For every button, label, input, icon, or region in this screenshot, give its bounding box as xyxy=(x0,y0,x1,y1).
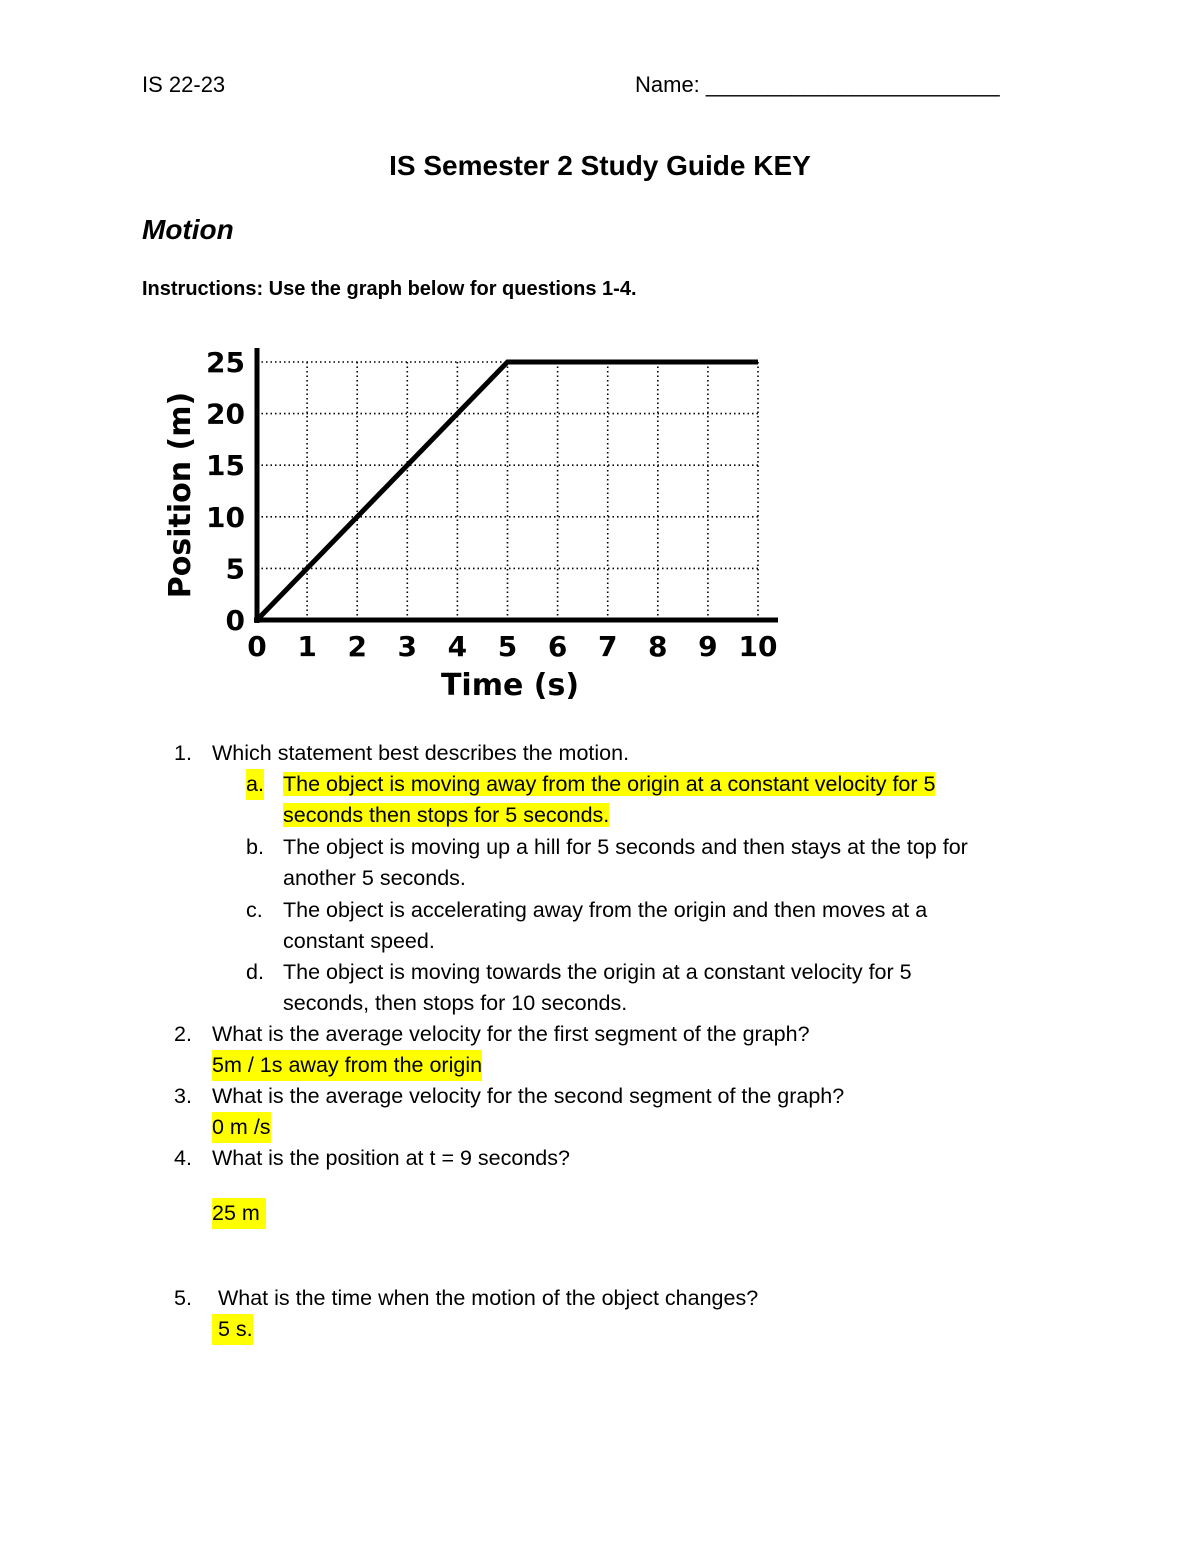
q5-text: What is the time when the motion of the object changes? xyxy=(212,1286,759,1310)
x-tick-label-6: 6 xyxy=(547,630,568,663)
series-line-0 xyxy=(257,362,758,620)
q2-answer: 5m / 1s away from the origin xyxy=(212,1050,482,1081)
q1-option-a-line2: seconds then stops for 5 seconds. xyxy=(283,803,610,827)
q1-option-d-letter: d. xyxy=(246,960,264,984)
y-tick-label-15: 15 xyxy=(206,449,245,483)
q1-option-a-line1: The object is moving away from the origin at a constant velocity for 5 xyxy=(283,772,936,796)
instructions: Instructions: Use the graph below for questions 1-4. xyxy=(142,278,637,300)
x-axis-label: Time (s) xyxy=(440,668,580,703)
q1-option-a-letter: a. xyxy=(246,769,264,800)
q1-option-b-line2: another 5 seconds. xyxy=(283,866,466,890)
position-time-graph xyxy=(150,335,790,705)
x-tick-label-1: 1 xyxy=(297,630,317,663)
x-tick-label-9: 9 xyxy=(698,630,718,663)
x-tick-label-8: 8 xyxy=(648,630,668,663)
q4-text: What is the position at t = 9 seconds? xyxy=(212,1146,570,1170)
y-tick-label-20: 20 xyxy=(206,397,245,431)
q1-text: Which statement best describes the motion. xyxy=(212,741,630,765)
chart-series xyxy=(257,362,758,620)
y-tick-label-5: 5 xyxy=(225,552,245,586)
q4-number: 4. xyxy=(174,1146,192,1170)
q2-text: What is the average velocity for the first segment of the graph? xyxy=(212,1022,810,1046)
q1-option-d-line1: The object is moving towards the origin at a constant velocity for 5 xyxy=(283,960,912,984)
y-axis-label: Position (m) xyxy=(163,391,198,599)
q3-number: 3. xyxy=(174,1084,192,1108)
chart-axes xyxy=(254,348,778,623)
q1-option-c-line2: constant speed. xyxy=(283,929,435,953)
x-tick-label-0: 0 xyxy=(247,630,267,663)
x-tick-label-3: 3 xyxy=(397,630,418,663)
header-course: IS 22-23 xyxy=(142,72,226,97)
q1-option-b-letter: b. xyxy=(246,835,264,859)
q1-option-b-line1: The object is moving up a hill for 5 seconds and then stays at the top for xyxy=(283,835,968,859)
y-tick-label-10: 10 xyxy=(206,500,245,534)
x-tick-label-4: 4 xyxy=(447,630,468,663)
x-tick-label-2: 2 xyxy=(347,630,367,663)
header-name-field: Name: ________________________ xyxy=(635,72,1000,97)
q2-number: 2. xyxy=(174,1022,192,1046)
y-tick-label-0: 0 xyxy=(225,604,245,637)
x-tick-label-10: 10 xyxy=(738,630,778,663)
q3-answer: 0 m /s xyxy=(212,1112,271,1143)
y-tick-label-25: 25 xyxy=(206,346,245,379)
x-tick-label-5: 5 xyxy=(497,630,518,663)
q1-option-c-letter: c. xyxy=(246,898,263,922)
page-title: IS Semester 2 Study Guide KEY xyxy=(389,150,811,181)
q5-answer: 5 s. xyxy=(212,1314,253,1345)
section-heading: Motion xyxy=(142,214,234,245)
x-tick-label-7: 7 xyxy=(597,630,618,663)
q1-number: 1. xyxy=(174,741,192,765)
q1-option-d-line2: seconds, then stops for 10 seconds. xyxy=(283,991,628,1015)
q3-text: What is the average velocity for the second segment of the graph? xyxy=(212,1084,845,1108)
chart-grid xyxy=(257,362,758,620)
q1-option-c-line1: The object is accelerating away from the origin and then moves at a xyxy=(283,898,928,922)
q5-number: 5. xyxy=(174,1286,192,1310)
chart-tick-labels xyxy=(206,346,777,663)
q4-answer: 25 m xyxy=(212,1198,266,1229)
